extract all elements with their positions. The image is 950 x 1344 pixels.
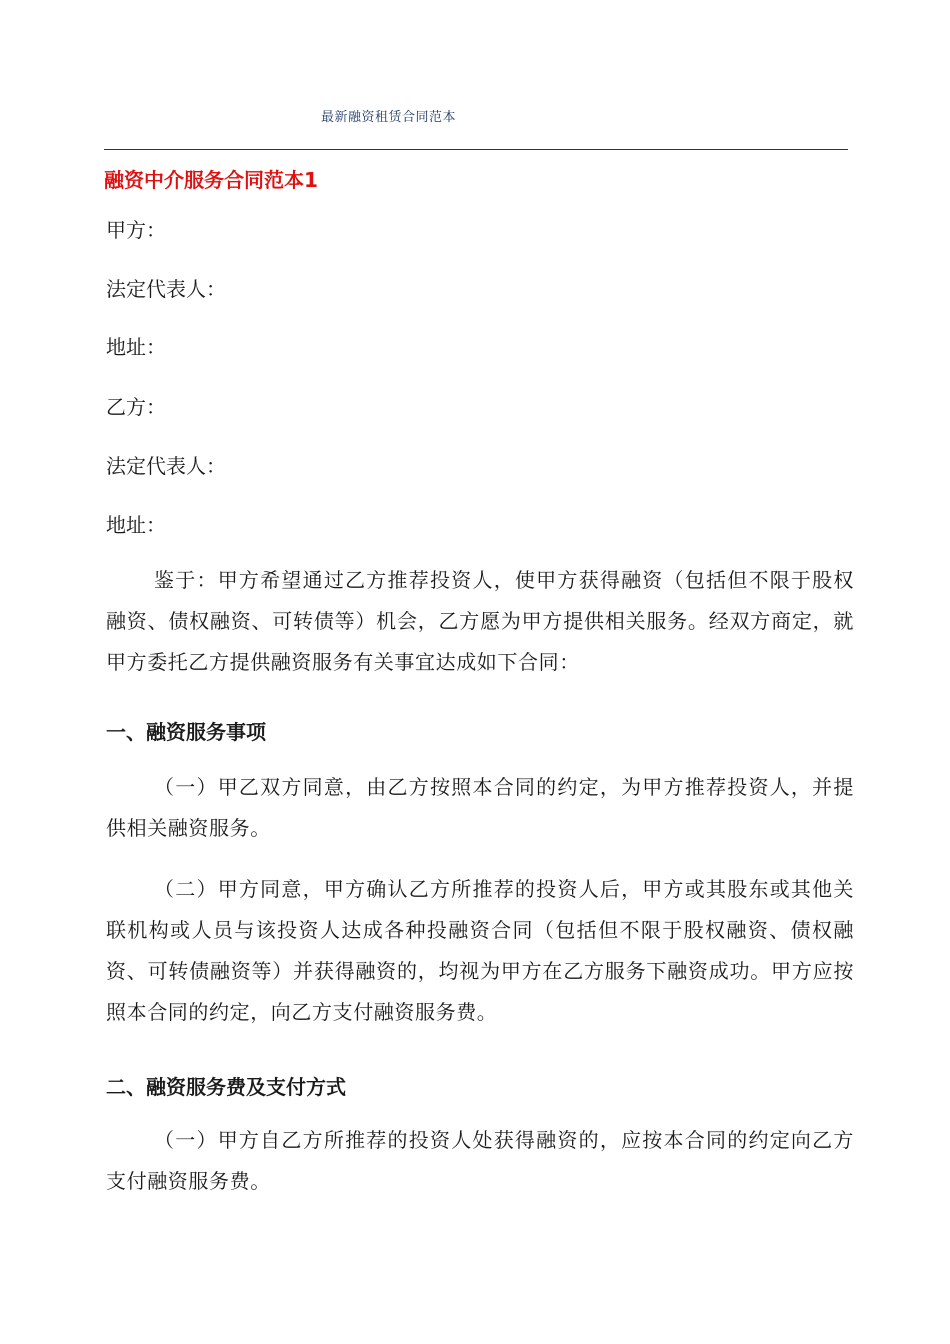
preamble-paragraph: 鉴于：甲方希望通过乙方推荐投资人，使甲方获得融资（包括但不限于股权融资、债权融资、可转债等）机会，乙方愿为甲方提供相关服务。经双方商定，就甲方委托乙方提供融资服务有关事宜达成如下合同：	[106, 568, 854, 674]
section-1-clause-1: （一）甲乙双方同意，由乙方按照本合同的约定，为甲方推荐投资人，并提供相关融资服务。	[106, 775, 854, 840]
party-a-label: 甲方：	[106, 218, 166, 242]
section-1-clause-2: （二）甲方同意，甲方确认乙方所推荐的投资人后，甲方或其股东或其他关联机构或人员与该投资人达成各种投融资合同（包括但不限于股权融资、债权融资、可转债融资等）并获得融资的，均视为甲方在乙方服务下融资成功。甲方应按照本合同的约定，向乙方支付融资服务费。	[106, 877, 854, 1024]
section-2-clause-1: （一）甲方自乙方所推荐的投资人处获得融资的，应按本合同的约定向乙方支付融资服务费。	[106, 1128, 854, 1193]
header-divider	[104, 149, 848, 150]
section-1-heading: 一、融资服务事项	[106, 720, 266, 744]
party-a-representative-label: 法定代表人：	[106, 277, 226, 301]
section-2-heading: 二、融资服务费及支付方式	[106, 1075, 346, 1099]
party-a-address-label: 地址：	[106, 335, 166, 359]
party-b-address-label: 地址：	[106, 513, 166, 537]
party-b-label: 乙方：	[106, 395, 166, 419]
party-b-representative-label: 法定代表人：	[106, 454, 226, 478]
page-header-title: 最新融资租赁合同范本	[321, 110, 457, 125]
document-title: 融资中介服务合同范本1	[104, 168, 318, 192]
